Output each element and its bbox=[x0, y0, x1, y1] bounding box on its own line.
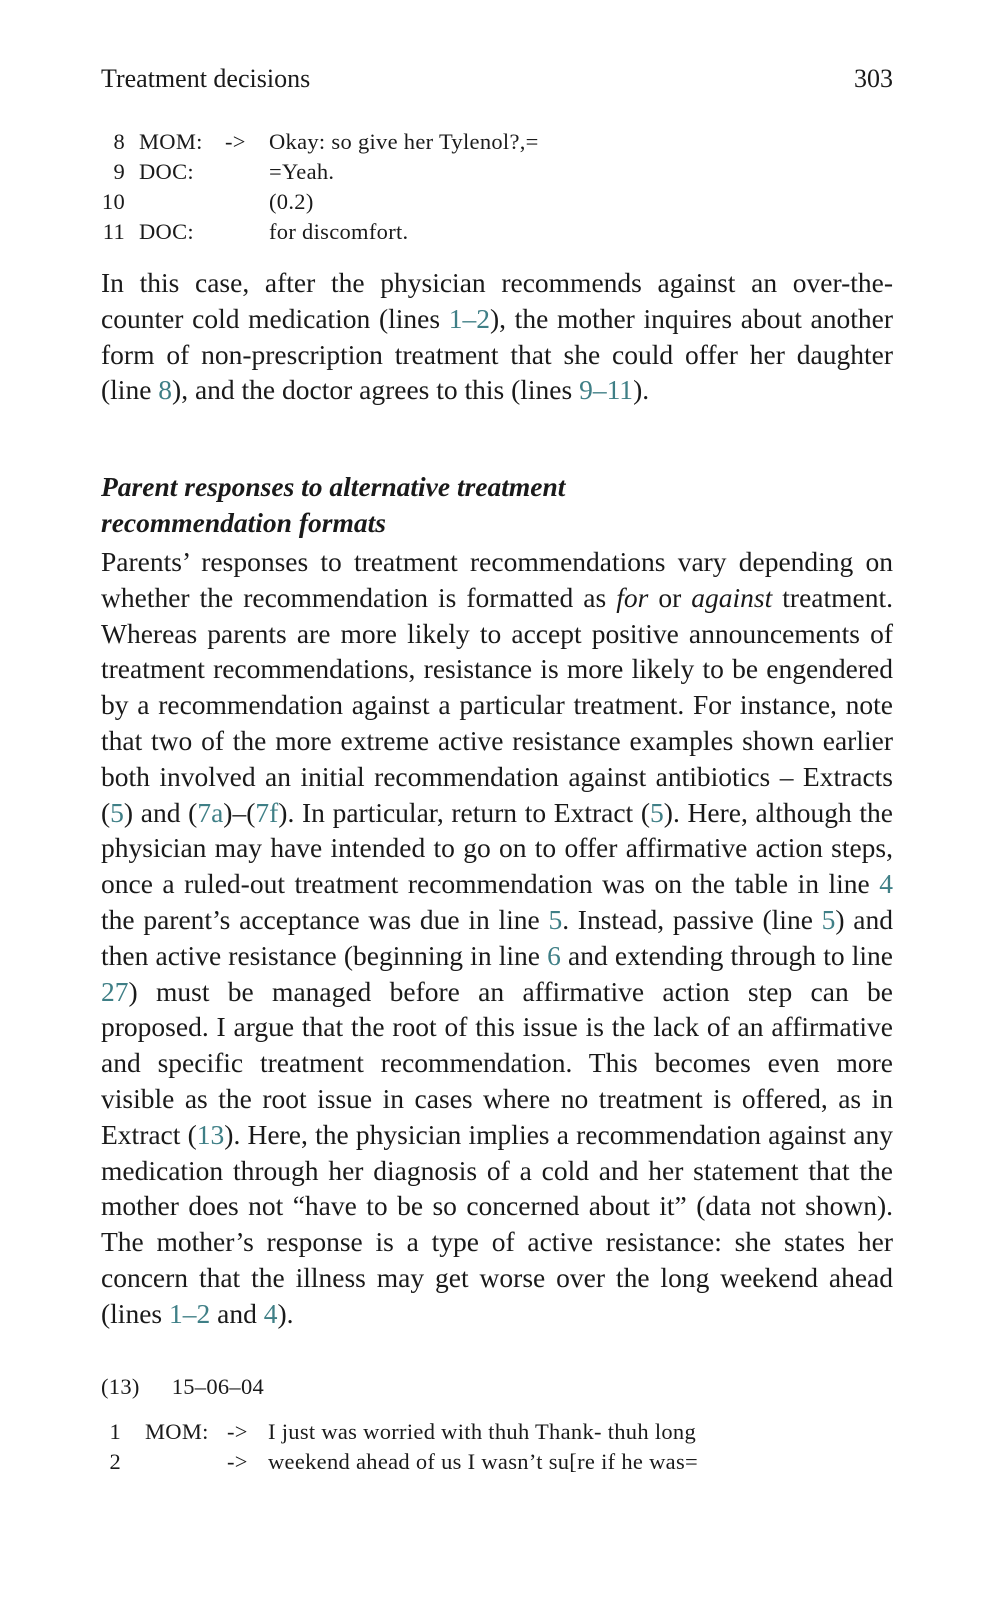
text-run: and bbox=[210, 1297, 264, 1329]
extract-label bbox=[101, 1374, 264, 1400]
page-number: 303 bbox=[854, 64, 893, 93]
speaker: MOM: bbox=[139, 129, 203, 154]
text-run: ). Here, although the physician may have intended to go on to offer affirmative action steps, once a ruled-out treatment recommendation was on the table in line bbox=[101, 796, 894, 900]
utterance: (0.2) bbox=[269, 189, 314, 214]
text-run: ) and ( bbox=[123, 796, 198, 828]
text-run: and extending through to line bbox=[560, 939, 894, 971]
transcript-continued bbox=[101, 127, 893, 247]
line-reference-link[interactable]: 1–2 bbox=[168, 1297, 211, 1329]
line-reference-link[interactable]: 4 bbox=[879, 868, 893, 900]
speaker: DOC: bbox=[139, 159, 194, 184]
speaker: MOM: bbox=[145, 1419, 209, 1444]
target-arrow: -> bbox=[225, 129, 246, 154]
text-run: ), the mother inquires about another form of non-prescription treatment that she could offer her daughter (line bbox=[101, 302, 893, 406]
line-number: 1 bbox=[109, 1419, 121, 1444]
text-run: ) must be managed before an affirmative action step can be proposed. I argue that the root of this issue is the lack of an affirmative and specific treatment recommendation. This becomes even more visible as the root issue in cases where no treatment is offered, as in Extract ( bbox=[101, 975, 893, 1150]
transcript-line bbox=[101, 1447, 893, 1477]
extract-reference-link[interactable]: 5 bbox=[650, 796, 664, 828]
line-reference-link[interactable]: 5 bbox=[548, 903, 563, 935]
text-run: treatment. Whereas parents are more likely to accept positive announcements of treatment recommendations, resistance is more likely to be engendered by a recommendation against a particular treatment. For instance, note that two of the more extreme active resistance examples shown earlier both involved an initial recommendation against antibiotics – Extracts ( bbox=[101, 581, 893, 828]
page-header bbox=[101, 64, 893, 98]
utterance: =Yeah. bbox=[269, 159, 335, 184]
emphasis: for bbox=[616, 581, 649, 613]
text-run: ) and then active resistance (beginning in line bbox=[101, 903, 893, 971]
line-reference-link[interactable]: 6 bbox=[547, 939, 561, 971]
extract-number: (13) bbox=[101, 1374, 140, 1399]
text-run: the parent’s acceptance was due in line bbox=[101, 903, 549, 935]
line-number: 10 bbox=[101, 189, 125, 214]
body-paragraph bbox=[101, 544, 893, 1332]
line-reference-link[interactable]: 4 bbox=[263, 1297, 278, 1329]
utterance: I just was worried with thuh Thank- thuh long bbox=[268, 1419, 697, 1444]
text-run: ). In particular, return to Extract ( bbox=[278, 796, 651, 828]
line-number: 2 bbox=[109, 1449, 121, 1474]
body-paragraph bbox=[101, 265, 893, 408]
line-reference-link[interactable]: 9–11 bbox=[579, 374, 634, 406]
heading-line: recommendation formats bbox=[101, 506, 386, 538]
text-run: )–( bbox=[223, 796, 256, 828]
line-reference-link[interactable]: 5 bbox=[821, 903, 836, 935]
utterance: weekend ahead of us I wasn’t su[re if he was= bbox=[268, 1449, 699, 1474]
line-number: 9 bbox=[113, 159, 125, 184]
utterance: for discomfort. bbox=[269, 219, 409, 244]
heading-line: Parent responses to alternative treatment bbox=[101, 471, 566, 502]
target-arrow: -> bbox=[227, 1419, 248, 1444]
extract-reference-link[interactable]: 7a bbox=[197, 796, 224, 828]
extract-reference-link[interactable]: 5 bbox=[110, 796, 124, 828]
transcript-line bbox=[101, 127, 893, 157]
emphasis: against bbox=[691, 581, 773, 613]
target-arrow: -> bbox=[227, 1449, 248, 1474]
text-run: ). Here, the physician implies a recommendation against any medication through her diagnosis of a cold and her statement that the mother does not “have to be so concerned about it” (data not shown). The mother’s response is a type of active resistance: she states her concern that the illness may get worse over the long weekend ahead (lines bbox=[101, 1118, 893, 1329]
speaker: DOC: bbox=[139, 219, 194, 244]
text-run: or bbox=[648, 581, 692, 613]
text-run: Parents’ responses to treatment recommendations vary depending on whether the recommendation is formatted as bbox=[101, 546, 893, 613]
running-head: Treatment decisions bbox=[101, 64, 311, 93]
section-heading bbox=[101, 469, 893, 541]
transcript-line bbox=[101, 217, 893, 247]
line-reference-link[interactable]: 27 bbox=[101, 975, 129, 1007]
line-reference-link[interactable]: 8 bbox=[158, 374, 173, 406]
line-number: 11 bbox=[102, 219, 125, 244]
text-run: ), and the doctor agrees to this (lines bbox=[172, 374, 580, 406]
line-number: 8 bbox=[113, 129, 125, 154]
extract-code: 15–06–04 bbox=[171, 1374, 265, 1399]
text-run: ). bbox=[633, 374, 650, 406]
transcript-line bbox=[101, 187, 893, 217]
extract-reference-link[interactable]: 7f bbox=[255, 796, 279, 828]
line-reference-link[interactable]: 1–2 bbox=[448, 302, 490, 334]
transcript-line bbox=[101, 157, 893, 187]
utterance: Okay: so give her Tylenol?,= bbox=[269, 129, 539, 154]
text-run: . Instead, passive (line bbox=[562, 903, 822, 935]
text-run: In this case, after the physician recommends against an over-the-counter cold medication (lines bbox=[101, 267, 893, 334]
transcript-line bbox=[101, 1417, 893, 1447]
transcript-extract-13 bbox=[101, 1417, 893, 1477]
text-run: ). bbox=[277, 1297, 294, 1329]
extract-reference-link[interactable]: 13 bbox=[196, 1118, 225, 1150]
